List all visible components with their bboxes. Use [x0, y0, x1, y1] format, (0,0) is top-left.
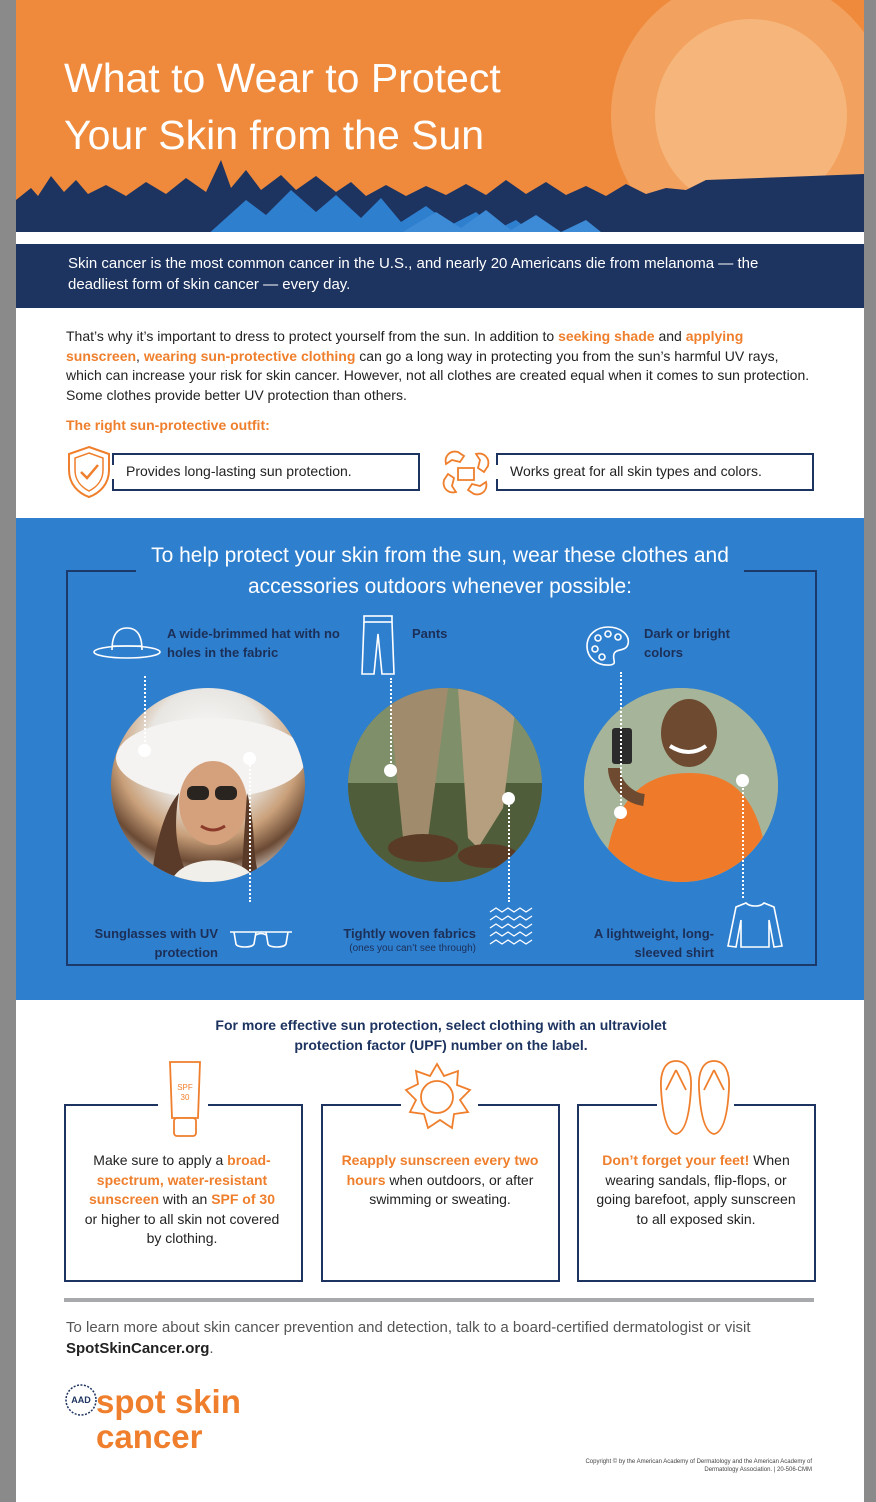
fabric-leader-line — [508, 802, 510, 902]
sun-icon — [402, 1062, 472, 1132]
intro-text-1: That’s why it’s important to dress to protect yourself from the sun. In addition to — [66, 328, 559, 344]
tip1-highlight-spf: SPF of 30 — [211, 1191, 275, 1207]
intro-highlight-shade: seeking shade — [558, 328, 655, 344]
pants-label: Pants — [412, 626, 448, 641]
title-line-1: What to Wear to Protect — [64, 55, 501, 101]
spot-skin-cancer-logo — [96, 1384, 241, 1454]
hat-marker-dot — [138, 744, 151, 757]
tip1-text-e: or higher to all skin not covered by clothing. — [84, 1210, 280, 1246]
pants-leader-line — [390, 678, 392, 770]
walking-pants-illustration — [348, 688, 542, 882]
tip-feet-text — [596, 1151, 796, 1229]
sunglasses-label: Sunglasses with UV protection — [94, 926, 218, 960]
woman-hat-photo — [111, 688, 305, 882]
lead-text: Skin cancer is the most common cancer in the U.S., and nearly 20 Americans die from melanoma — the deadliest form of skin cancer — every day. — [68, 255, 759, 293]
tip-box-top-left — [64, 1104, 158, 1106]
tip1-text-a: Make sure to apply a — [93, 1152, 228, 1168]
intro-text-3: , — [136, 347, 144, 364]
intro-text-2: and — [654, 328, 686, 344]
tip1-highlight-broad-spectrum: broad-spectrum, water-resistant sunscreen — [89, 1152, 271, 1207]
colors-marker-dot — [614, 806, 627, 819]
tip-box-top-right — [208, 1104, 301, 1106]
man-jacket-illustration — [584, 688, 778, 882]
learn-more-body: To learn more about skin cancer prevention and detection, talk to a board-certified dermatologist or visit — [66, 1319, 751, 1336]
tip-sunscreen-text — [82, 1151, 282, 1249]
outfit-heading: The right sun-protective outfit: — [66, 417, 270, 433]
intro-paragraph — [66, 327, 818, 405]
upf-note: For more effective sun protection, select clothing with an ultraviolet protection factor (UPF) number on the label. — [215, 1017, 667, 1053]
tip2-highlight-reapply: Reapply sunscreen every two hours — [341, 1152, 539, 1188]
long-sleeve-shirt-icon — [726, 900, 784, 950]
copyright-notice: Copyright © by the American Academy of Dermatology and the American Academy of Dermatology Association. | 20-506-CMM — [585, 1459, 812, 1473]
shirt-label: A lightweight, long-sleeved shirt — [593, 926, 714, 960]
walking-pants-photo — [348, 688, 542, 882]
sunglasses-marker-dot — [243, 752, 256, 765]
hero-banner — [16, 0, 864, 236]
spf-label-line1: SPF — [177, 1083, 193, 1092]
learn-more-end: . — [209, 1340, 214, 1357]
fabric-marker-dot — [502, 792, 515, 805]
tip2-text: when outdoors, or after swimming or sweating. — [369, 1171, 534, 1207]
benefit-label: Works great for all skin types and colors. — [510, 463, 762, 479]
logo-line-2: cancer — [96, 1418, 203, 1455]
infographic-page — [16, 0, 864, 1502]
tip1-text-c: with an — [159, 1191, 212, 1207]
tip-box-top-right — [734, 1104, 814, 1106]
intro-highlight-sunscreen: applying sunscreen — [66, 328, 744, 364]
flip-flops-icon — [656, 1058, 736, 1138]
sunglasses-icon — [228, 928, 294, 952]
sunglasses-leader-line — [249, 762, 251, 902]
tip-box-top-left — [321, 1104, 401, 1106]
title-line-2: Your Skin from the Sun — [64, 112, 485, 158]
palette-icon — [584, 624, 632, 668]
woven-fabric-icon — [488, 906, 534, 948]
hat-label: A wide-brimmed hat with no holes in the fabric — [167, 626, 340, 660]
aad-logo-badge — [64, 1383, 98, 1417]
page-title — [64, 50, 624, 164]
colors-label: Dark or bright colors — [644, 626, 730, 660]
man-orange-jacket-photo — [584, 688, 778, 882]
intro-highlight-clothing: wearing sun-protective clothing — [143, 347, 356, 364]
pants-icon — [360, 614, 396, 676]
box-corner — [112, 455, 114, 465]
fabrics-label: Tightly woven fabrics — [343, 926, 476, 941]
hat-leader-line — [144, 676, 146, 750]
box-corner — [496, 455, 498, 465]
benefit-label: Provides long-lasting sun protection. — [126, 463, 352, 479]
spf-label-line2: 30 — [180, 1093, 190, 1102]
spotskincancer-link[interactable]: SpotSkinCancer.org — [66, 1340, 210, 1357]
hands-icon — [438, 446, 494, 500]
tip-reapply-text — [340, 1151, 540, 1210]
learn-more-text — [66, 1317, 826, 1359]
footer-divider — [64, 1298, 814, 1302]
box-corner — [496, 479, 498, 489]
fabrics-label-group — [316, 924, 476, 954]
shirt-leader-line — [742, 785, 744, 898]
shield-check-icon — [64, 444, 114, 500]
sunscreen-tube-icon — [166, 1060, 204, 1140]
tip3-highlight-feet: Don’t forget your feet! — [602, 1152, 750, 1168]
pants-marker-dot — [384, 764, 397, 777]
tip-box-top-left — [577, 1104, 657, 1106]
woman-hat-illustration — [111, 688, 305, 882]
logo-line-1: spot skin — [96, 1383, 241, 1420]
hat-icon — [92, 624, 162, 662]
shirt-marker-dot — [736, 774, 749, 787]
box-corner — [112, 479, 114, 489]
aad-badge-text: AAD — [71, 1395, 91, 1405]
intro-text-4: can go a long way in protecting you from the sun’s harmful UV rays, which can increase your risk for skin cancer. However, not all clothes are created equal when it comes to sun protection. Some clothes provide better UV protection than others. — [66, 347, 810, 403]
wear-heading: To help protect your skin from the sun, wear these clothes and accessories outdoors whenever possible: — [151, 544, 729, 598]
tip3-text: When wearing sandals, flip-flops, or going barefoot, apply sunscreen to all exposed skin. — [596, 1152, 796, 1227]
tip-box-top-right — [478, 1104, 558, 1106]
fabrics-note: (ones you can’t see through) — [349, 943, 476, 954]
benefit-long-lasting — [112, 453, 420, 491]
colors-leader-line — [620, 672, 622, 812]
benefit-all-skin-types — [496, 453, 814, 491]
